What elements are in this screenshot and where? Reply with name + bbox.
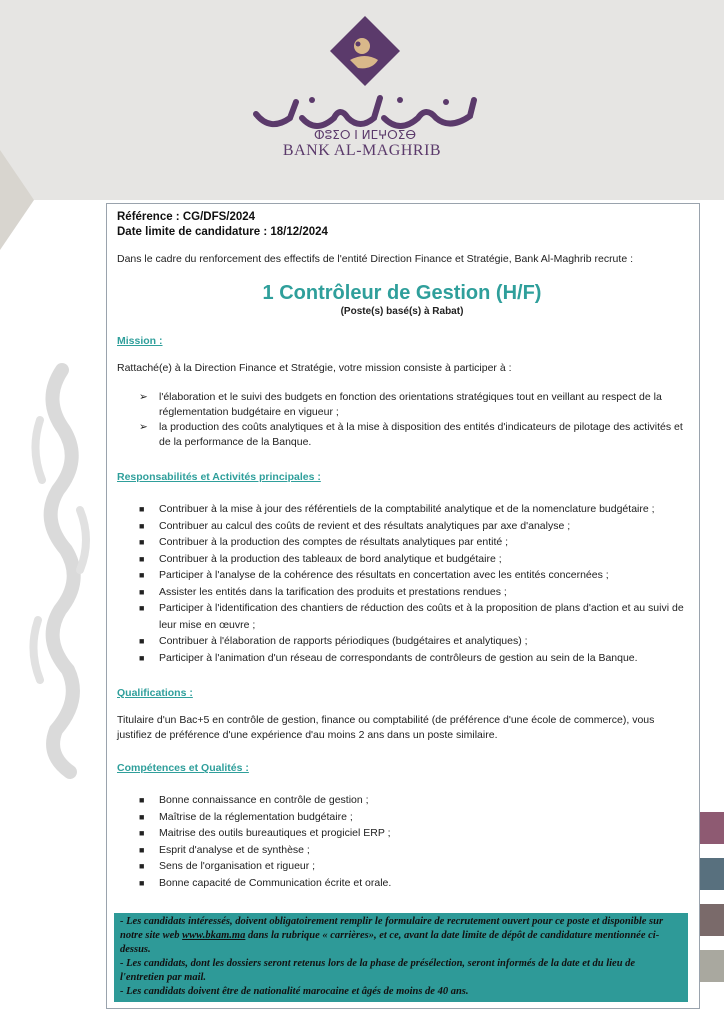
arrow-bullet-icon: ➢ [139,391,148,403]
square-bullet-icon: ■ [139,570,145,580]
job-title: 1 Contrôleur de Gestion (H/F) [262,282,542,304]
list-item: ■ Assister les entités dans la tarification des produits et prestations rendues ; [139,584,687,601]
bank-name: BANK AL-MAGHRIB [282,142,442,159]
left-arrow-decoration [0,150,34,250]
list-item: ■ Contribuer à la mise à jour des référentiels de la comptabilité analytique et de la nomenclature budgétaire ; [139,501,687,518]
square-bullet-icon: ■ [139,520,145,531]
responsibilities-list [117,501,687,666]
square-bullet-icon: ■ [139,861,145,871]
mission-heading: Mission : [117,335,163,347]
qualifications-heading: Qualifications : [117,687,193,699]
mission-list [117,390,687,450]
list-item: ■ Participer à l'animation d'un réseau de correspondants de contrôleurs de gestion au sein de la Banque. [139,650,687,667]
notice-line-3: - Les candidats doivent être de nationalité marocaine et âgés de moins de 40 ans. [120,986,469,997]
qualifications-text: Titulaire d'un Bac+5 en contrôle de gestion, finance ou comptabilité (de préférence d'une école de commerce), vous justifiez de préférence d'une expérience d'au moins 2 ans dans un poste similaire. [117,714,655,741]
reference: Référence : CG/DFS/2024 [117,211,256,223]
side-tab-3 [698,904,724,936]
notice-line-1: - Les candidats intéressés, doivent obligatoirement remplir le formulaire de recrutement ouvert pour ce poste et disponible sur notre site web www.bkam.ma dans la rubrique « carrières», et ce, avant la date limite de dépôt de candidature mentionnée ci-dessus. [120,916,664,955]
square-bullet-icon: ■ [139,652,145,663]
calligraphy-watermark-icon [22,360,102,780]
square-bullet-icon: ■ [139,504,145,514]
mission-intro: Rattaché(e) à la Direction Finance et Stratégie, votre mission consiste à participer à : [117,362,512,374]
responsibilities-heading: Responsabilités et Activités principales : [117,471,321,483]
side-color-tabs [698,812,724,996]
svg-text:ⵀⵓⵉⵔ ⵏ ⵍⵎⵖⵔⵉⴱ: ⵀⵓⵉⵔ ⵏ ⵍⵎⵖⵔⵉⴱ [314,128,416,142]
square-bullet-icon: ■ [139,828,145,838]
side-tab-4 [698,950,724,982]
list-item: ■ Maitrise des outils bureautiques et progiciel ERP ; [139,825,687,842]
square-bullet-icon: ■ [139,586,145,597]
square-bullet-icon: ■ [139,603,145,613]
square-bullet-icon: ■ [139,811,145,822]
list-item: ■ Contribuer à la production des tableaux de bord analytique et budgétaire ; [139,551,687,568]
list-item: ■ Participer à l'identification des chantiers de réduction des coûts et à la proposition de plans d'action et au suivi de leur mise en œuvre ; [139,602,684,631]
job-location: (Poste(s) basé(s) à Rabat) [340,306,464,317]
job-offer-content [117,210,687,891]
application-notice [114,913,688,1002]
side-tab-2 [698,858,724,890]
competences-heading: Compétences et Qualités : [117,762,249,774]
list-item: ■ Bonne connaissance en contrôle de gestion ; [139,792,687,809]
square-bullet-icon: ■ [139,795,145,805]
list-item: ■ Contribuer au calcul des coûts de revient et des résultats analytiques par axe d'analyse ; [139,518,687,535]
square-bullet-icon: ■ [139,877,145,888]
list-item: ■ Bonne capacité de Communication écrite et orale. [139,875,687,892]
list-item: ■ Participer à l'analyse de la cohérence des résultats en concertation avec les entités concernées ; [139,567,687,584]
website-link[interactable]: www.bkam.ma [182,930,246,941]
deadline: Date limite de candidature : 18/12/2024 [117,226,328,238]
competences-list [117,792,687,891]
square-bullet-icon: ■ [139,537,145,547]
intro-text: Dans le cadre du renforcement des effectifs de l'entité Direction Finance et Stratégie, Bank Al-Maghrib recrute : [117,253,633,265]
list-item: ■ Maîtrise de la réglementation budgétaire ; [139,809,687,826]
list-item: ➢ l'élaboration et le suivi des budgets en fonction des orientations stratégiques tout en veillant au respect de la réglementation budgétaire en vigueur ; [139,391,662,418]
arrow-bullet-icon: ➢ [139,421,148,433]
list-item: ■ Sens de l'organisation et rigueur ; [139,858,687,875]
square-bullet-icon: ■ [139,636,145,646]
notice-line-2: - Les candidats, dont les dossiers seront retenus lors de la phase de présélection, seront informés de la date et du lieu de l'entretien par mail. [120,958,636,983]
square-bullet-icon: ■ [139,553,145,564]
list-item: ■ Contribuer à la production des comptes de résultats analytiques par entité ; [139,534,687,551]
square-bullet-icon: ■ [139,844,145,855]
list-item: ■ Contribuer à l'élaboration de rapports périodiques (budgétaires et analytiques) ; [139,633,687,650]
list-item: ■ Esprit d'analyse et de synthèse ; [139,842,687,859]
side-tab-1 [698,812,724,844]
job-offer-card [106,203,700,1009]
list-item: ➢ la production des coûts analytiques et à la mise à disposition des entités d'indicateurs de pilotage des activités et de la performance de la Banque. [139,421,683,448]
